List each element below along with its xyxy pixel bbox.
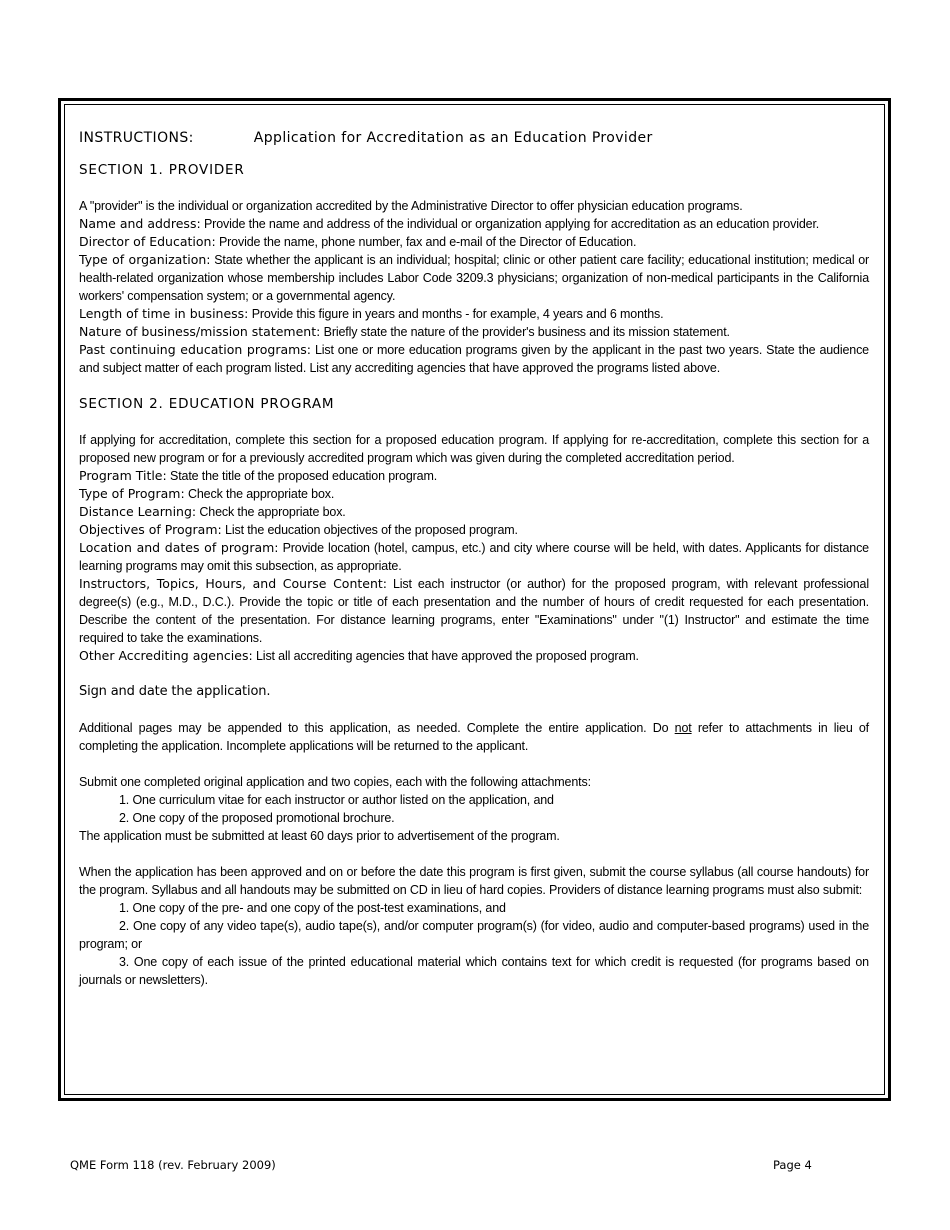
item-text: List all accrediting agencies that have approved the proposed program. [252, 649, 639, 663]
section-2-item [79, 467, 869, 485]
item-term: Length of time in business: [79, 306, 249, 321]
item-term: Location and dates of program: [79, 540, 279, 555]
item-text: Provide this figure in years and months - for example, 4 years and 6 months. [248, 307, 664, 321]
item-text: State whether the applicant is an individual; hospital; clinic or other patient care facility; educational institution; medical or health-related organization whose membership includes Labor Code 3209.3 physicians; organization of non-medical participants in the California workers' compensation system; or a governmental agency. [79, 253, 870, 303]
instructions-frame [58, 98, 891, 1101]
section-2-intro: If applying for accreditation, complete this section for a proposed education program. If applying for re-accreditation, complete this section for a proposed new program or for a previously accredited program which was given during the completed accreditation period. [79, 433, 869, 465]
section-1-item [79, 251, 869, 305]
sign-instruction: Sign and date the application. [79, 684, 271, 699]
section-2-item [79, 521, 869, 539]
item-text: Briefly state the nature of the provider's business and its mission statement. [320, 325, 730, 339]
approved-item-2: 2. One copy of any video tape(s), audio tape(s), and/or computer program(s) (for video, audio and computer-based programs) used in the program; or [79, 919, 869, 951]
additional-text: refer to attachments in lieu of completing the application. Incomplete applications will be returned to the applicant. [79, 721, 869, 753]
additional-text: Additional pages may be appended to this application, as needed. Complete the entire application. Do [79, 721, 675, 735]
section-2-item [79, 503, 869, 521]
section-2-item [79, 647, 869, 665]
instructions-inner-frame [64, 104, 885, 1095]
instructions-content [79, 129, 869, 989]
section-2-item [79, 575, 869, 647]
submit-item-1: 1. One curriculum vitae for each instructor or author listed on the application, and [119, 793, 554, 807]
item-term: Objectives of Program: [79, 522, 222, 537]
approved-intro: When the application has been approved and on or before the date this program is first given, submit the course syllabus (all course handouts) for the program. Syllabus and all handouts may be submitted on CD in lieu of hard copies. Providers of distance learning programs must also submit: [79, 865, 869, 897]
item-text: List the education objectives of the proposed program. [221, 523, 518, 537]
item-term: Name and address: [79, 216, 201, 231]
item-term: Distance Learning: [79, 504, 197, 519]
item-term: Past continuing education programs: [79, 342, 312, 357]
item-term: Director of Education: [79, 234, 216, 249]
item-text: State the title of the proposed education program. [166, 469, 438, 483]
page-number: Page 4 [773, 1158, 812, 1172]
section-2-item [79, 539, 869, 575]
submit-intro: Submit one completed original application and two copies, each with the following attachments: [79, 775, 591, 789]
section-1-item [79, 215, 869, 233]
item-text: Provide the name, phone number, fax and e-mail of the Director of Education. [215, 235, 637, 249]
item-text: Provide location (hotel, campus, etc.) and city where course will be held, with dates. Applicants for distance learning programs may omit this subsection, as appropriate. [79, 541, 869, 573]
section-2-heading: SECTION 2. EDUCATION PROGRAM [79, 396, 335, 412]
section-1-item [79, 341, 869, 377]
item-text: Check the appropriate box. [184, 487, 335, 501]
section-1-intro: A "provider" is the individual or organization accredited by the Administrative Director to offer physician education programs. [79, 199, 743, 213]
section-1-heading: SECTION 1. PROVIDER [79, 162, 245, 178]
item-text: List one or more education programs given by the applicant in the past two years. State the audience and subject matter of each program listed. List any accrediting agencies that have approved the programs listed above. [79, 343, 869, 375]
item-term: Nature of business/mission statement: [79, 324, 321, 339]
document-title: Application for Accreditation as an Education Provider [253, 130, 653, 146]
emphasis-not: not [674, 721, 692, 735]
item-term: Program Title: [79, 468, 167, 483]
section-1-item [79, 323, 869, 341]
submit-item-2: 2. One copy of the proposed promotional brochure. [119, 811, 395, 825]
item-term: Type of Program: [79, 486, 185, 501]
section-2-item [79, 485, 869, 503]
item-text: Provide the name and address of the individual or organization applying for accreditation as an education provider. [200, 217, 820, 231]
item-term: Type of organization: [79, 252, 211, 267]
item-term: Other Accrediting agencies: [79, 648, 253, 663]
approved-item-3: 3. One copy of each issue of the printed educational material which contains text for which credit is requested (for programs based on journals or newsletters). [79, 955, 869, 987]
document-header [79, 129, 869, 147]
instructions-label: INSTRUCTIONS: [79, 130, 194, 146]
section-1-item [79, 305, 869, 323]
item-text: Check the appropriate box. [196, 505, 346, 519]
item-term: Instructors, Topics, Hours, and Course Content: [79, 576, 387, 591]
item-text: List each instructor (or author) for the proposed program, with relevant professional degree(s) (e.g., M.D., D.C.). Provide the topic or title of each presentation and the number of hours of credit requested for each presentation. Describe the content of the presentation. For distance learning programs, enter "Examinations" under "(1) Instructor" and estimate the time required to take the examinations. [79, 577, 869, 645]
submit-deadline: The application must be submitted at least 60 days prior to advertisement of the program. [79, 829, 560, 843]
section-1-item [79, 233, 869, 251]
form-id-footer: QME Form 118 (rev. February 2009) [70, 1158, 276, 1172]
additional-pages-note [79, 719, 869, 755]
approved-item-1: 1. One copy of the pre- and one copy of the post-test examinations, and [119, 901, 506, 915]
